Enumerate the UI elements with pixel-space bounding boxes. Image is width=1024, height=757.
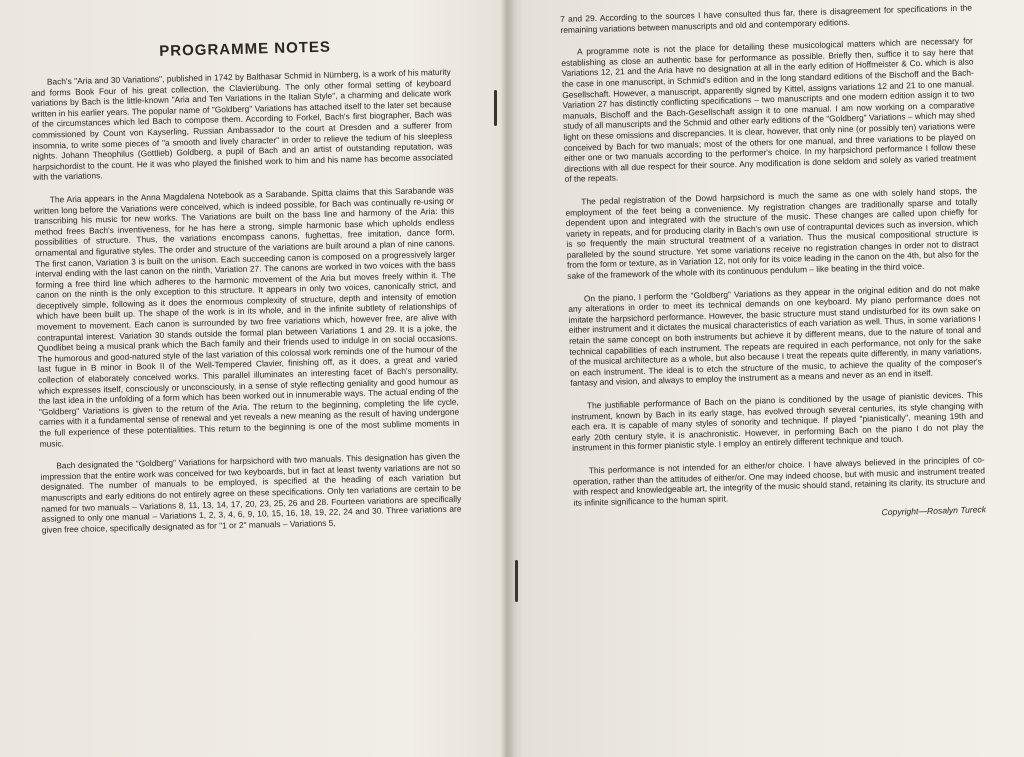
staple-bottom bbox=[515, 560, 518, 602]
copyright-signoff: Copyright—Rosalyn Tureck bbox=[881, 504, 987, 518]
right-paragraph-4: On the piano, I perform the "Goldberg" Variations as they appear in the original edition and do not make any alterations in order to meet its technical demands on one keyboard. My piano performance does not imitate the harpsichord performance. However, the basic structure must stand undisturbed for its own sake on either instrument and it dictates the musical characteristics of each variation as well. Thus, in some variations I retain the same concept on both instruments but achieve it by different means, due to the nature of tonal and technical capabilities of each instrument. The repeats are required in each performance, not only for the sake of the musical architecture as a whole, but also because I treat the repeats quite differently, in many variations, on each instrument. The ideal is to etch the structure of the music, to achieve the quality of the composer's fantasy and vision, and always to employ the instrument as a means and never as an end in itself. bbox=[568, 282, 982, 389]
staple-top bbox=[494, 90, 497, 126]
right-paragraph-5: The justifiable performance of Bach on the piano is conditioned by the usage of pianistic devices. This instrument, known by Bach in its early stage, has evolved through several centuries, its style changing with each era. It is capable of many styles of sonority and technique. If played "pianistically", meaning 19th and early 20th century style, it is anachronistic. However, in performing Bach on the piano I do not play the instrument in this former pianistic style. I employ an entirely different technique and touch. bbox=[571, 389, 984, 454]
right-page bbox=[560, 2, 986, 526]
right-paragraph-6: This performance is not intended for an either/or choice. I have always believed in the principles of co-operation, rather than the attitudes of either/or. One may indeed choose, but with music and instrument treated with respect and knowledgeable art, the integrity of the music should stand, retaining its clarity, its structure and its infinite significance to the human spirit. bbox=[572, 454, 986, 508]
right-paragraph-3: The pedal registration of the Dowd harpsichord is much the same as one with solely hand stops, the employment of the feet being a convenience. My registration changes are traditionally sparse and totally dependent upon and integrated with the structure of the music. These changes are called upon chiefly for variety in repeats, and for producing clarity in Bach's own use of contrapuntal devices such as inversion, which is so frequently the main structural treatment of a variation. Thus the musical compositional structure is paralleled by the sound structure. Yet some variations receive no registration changes in order not to distract from the form or texture, as in Variation 12, not only for its voice leading in the canon on the 4th, but also for the sake of the framework of the whole with its continuous pendulum – like beating in the third voice. bbox=[565, 185, 980, 281]
page-title: PROGRAMME NOTES bbox=[159, 38, 332, 60]
left-paragraph-1: Bach's "Aria and 30 Variations", published in 1742 by Balthasar Schmid in Nürnberg, is a work of his maturity and forms Book Four of his great collection, the Clavierübung. The only other formal setting of keyboard variations by Bach is the little-known "Aria and Ten Variations in the Italian Style", a charming and delicate work written in his earlier years. The popular name of "Goldberg" Variations has attached itself to the later set because of the circumstances which led Bach to compose them. According to Forkel, Bach's first biographer, Bach was commissioned by Count von Kayserling, Russian Ambassador to the court at Dresden and a sufferer from insomnia, to write some pieces of "a smooth and lively character" in order to relieve the tedium of his sleepless nights. Johann Theophilus (Gottlieb) Goldberg, a pupil of Bach and an artist of outstanding reputation, was harpsichordist to the count. He it was who played the finished work to him and his name has become associated with the variations. bbox=[31, 66, 453, 183]
left-paragraph-2: The Aria appears in the Anna Magdalena Notebook as a Sarabande. Spitta claims that this Sarabande was written long before the Variations were conceived, which is indeed possible, for Bach was continually re-using or transcribing his music for new works. The Variations are built on the bass line and harmony of the Aria: this method frees Bach's inventiveness, for he has here a strong, simple harmonic base which upholds endless possibilities of structure. Thus, the variations encompass canons, fughettas, free imitation, dance form, ornamental and figurative styles. The order and structure of the variations are built around a plan of nine canons. The first canon, Variation 3 is built on the unison. Each succeeding canon is composed on a progressively larger interval ending with the last canon on the ninth, Variation 27. The canons are worked in two voices with the bass forming a free third line which adheres to the harmonic movement of the Aria but moves freely within it. The canon on the ninth is the only exception to this structure. It appears in only two voices, canonically strict, and deceptively simple, following as it does the enormous complexity of structure, depth and intensity of emotion which have been built up. The shape of the work is in its whole, and in the infinite subtlety of relationships of movement to movement. Each canon is surrounded by two free variations which, however free, are alive with contrapuntal interest. Variation 30 stands outside the formal plan between Variations 1 and 29. It is a joke, the Quodlibet being a musical prank which the Bach family and their friends used to indulge in on social occasions. The humorous and good-natured style of the last variation of this colossal work reminds one of the humour of the last fugue in B minor in Book II of the Well-Tempered Clavier, finishing off, as it does, a great and varied collection of elaborately conceived works. This parallel illuminates an interesting facet of Bach's personality, which expresses itself, consciously or unconsciously, in a sense of style reflecting geniality and good humour as the last idea in the unfolding of a form which has been worked out in innumerable ways. The actual ending of the "Goldberg" Variations is given to the return of the Aria. The return to the beginning, completing the life cycle, carries with it a fundamental sense of renewal and yet reveals a new meaning as the result of having undergone the full experience of these potentialities. This return to the beginning is one of the most sublime moments in music. bbox=[33, 184, 460, 449]
right-paragraph-1: 7 and 29. According to the sources I have consulted thus far, there is disagreement for specifications in the remaining variations between manuscripts and old and contemporary editions. bbox=[560, 2, 973, 35]
left-page bbox=[30, 36, 462, 547]
left-paragraph-3: Bach designated the "Goldberg" Variations for harpsichord with two manuals. This designation has given the impression that the entire work was conceived for two keyboards, but in fact at least twenty variations are not so designated. The number of manuals to be employed, is specified at the heading of each variation but manuscripts and early editions do not entirely agree on these specifications. Only ten variations are certain to be named for two manuals – Variations 8, 11, 13, 14, 17, 20, 23, 25, 26 and 28. Fourteen variations are specifically assigned to only one manual – Variations 1, 2, 3, 4, 6, 9, 10, 15, 16, 18, 19, 22, 24 and 30. Three variations are given free choice, specifically designated as for "1 or 2" manuals – Variations 5, bbox=[40, 450, 462, 535]
right-paragraph-2: A programme note is not the place for detailing these musicological matters which are necessary for establishing as close an authentic base for performance as possible. Briefly then, suffice it to say here that Variations 12, 21 and the Aria have no designation at all in the early edition of Hoffmeister & Co. which is also the case in one manuscript, in Schmid's edition and in the long standard editions of the Bischoff and the Bach-Gesellschaft. However, a manuscript, apparently signed by Kittel, assigns variations 12 and 21 to one manual. Variation 27 has distinctly conflicting specifications – two manuscripts and one modern edition assign it to two manuals, Bischoff and the Bach-Gesellschaft assign it to one manual. I am now working on a comparative study of all manuscripts and the Schmid and other early editions of the "Goldberg" Variations – which may shed light on these omissions and discrepancies. It is clear, however, that only nine (or possibly ten) variations were conceived by Bach for two manuals; most of the others for one manual, and three variations to be played on either one or two manuals according to the performer's choice. In my harpsichord performance I follow these directions with all due respect for their source. Any modification is done seldom and solely as varied treatment of the repeats. bbox=[561, 35, 977, 185]
page-gutter bbox=[500, 0, 514, 757]
